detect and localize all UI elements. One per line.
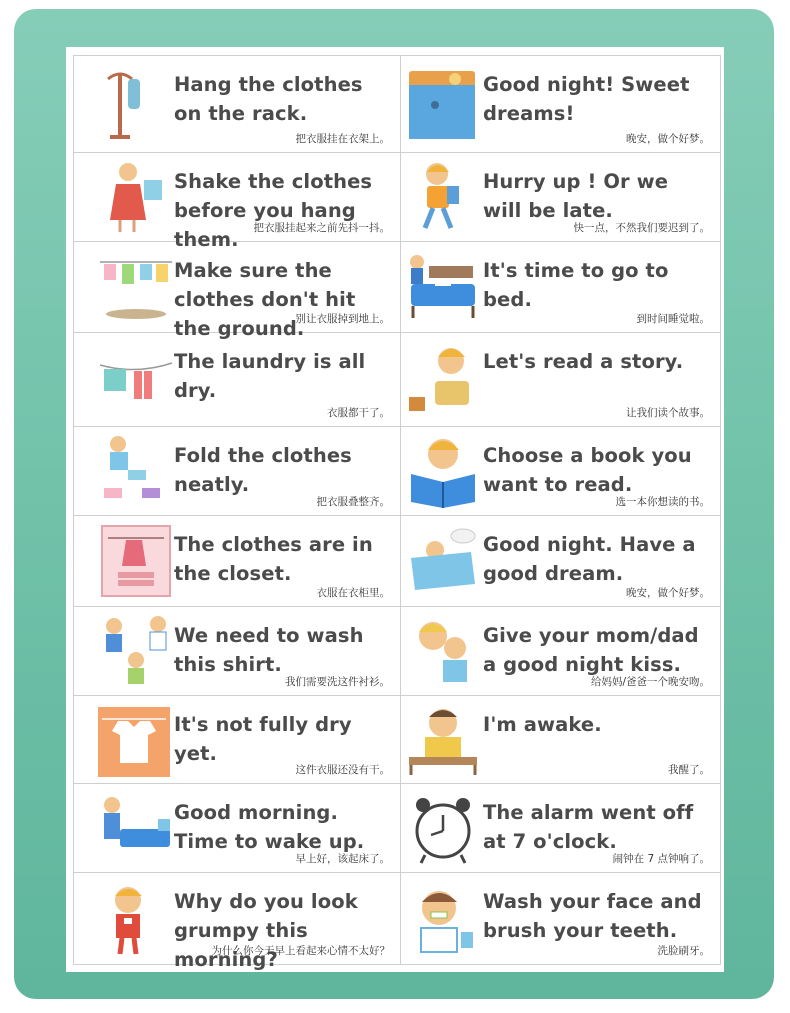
english-phrase: Good night. Have a good dream. <box>483 533 696 585</box>
chinese-translation: 我们需要洗这件衬衫。 <box>285 676 390 688</box>
chinese-translation: 洗脸刷牙。 <box>657 945 710 957</box>
chinese-translation: 选一本你想读的书。 <box>615 496 710 508</box>
chinese-translation: 让我们读个故事。 <box>626 407 710 419</box>
dry-laundry-icon <box>98 341 174 419</box>
phrase-card <box>401 873 720 964</box>
chinese-translation: 别让衣服掉到地上。 <box>295 313 390 325</box>
english-phrase: The laundry is all dry. <box>174 350 366 402</box>
english-phrase: Good morning. Time to wake up. <box>174 801 365 853</box>
coat-rack-icon <box>98 65 174 143</box>
phrase-card <box>401 242 720 333</box>
alarm-clock-icon <box>405 789 481 867</box>
wake-up-bed-icon <box>98 789 174 867</box>
phrase-card <box>74 242 401 340</box>
phrase-card <box>401 153 720 242</box>
english-phrase: Why do you look grumpy this morning? <box>174 890 358 971</box>
phrase-card <box>74 427 401 516</box>
english-phrase: Let's read a story. <box>483 350 684 373</box>
chinese-translation: 把衣服挂在衣架上。 <box>295 133 390 145</box>
sleeping-in-bed-icon <box>405 522 481 600</box>
phrase-card <box>401 427 720 516</box>
washing-shirt-icon <box>98 612 174 690</box>
phrase-card <box>74 873 401 971</box>
english-phrase: Shake the clothes before you hang them. <box>174 170 373 251</box>
english-phrase: Choose a book you want to read. <box>483 444 692 496</box>
chinese-translation: 我醒了。 <box>668 764 710 776</box>
english-phrase: The alarm went off at 7 o'clock. <box>483 801 694 853</box>
english-phrase: It's not fully dry yet. <box>174 713 352 765</box>
chinese-translation: 到时间睡觉啦。 <box>636 313 710 325</box>
english-phrase: The clothes are in the closet. <box>174 533 373 585</box>
phrase-card <box>74 153 401 251</box>
chinese-translation: 衣服都干了。 <box>327 407 390 419</box>
phrase-card <box>74 333 401 427</box>
chinese-translation: 为什么你今天早上看起来心情不太好？ <box>211 945 390 957</box>
closet-icon <box>98 522 174 600</box>
phrase-card <box>74 56 401 153</box>
phrase-card <box>401 56 720 153</box>
english-phrase: Hang the clothes on the rack. <box>174 73 363 125</box>
chinese-translation: 快一点，不然我们要迟到了。 <box>573 222 710 234</box>
chinese-translation: 早上好，该起床了。 <box>295 853 390 865</box>
chinese-translation: 给妈妈/爸爸一个晚安吻。 <box>590 676 710 688</box>
phrase-card <box>401 784 720 873</box>
english-phrase: I'm awake. <box>483 713 602 736</box>
folding-clothes-icon <box>98 432 174 510</box>
chinese-translation: 晚安，做个好梦。 <box>626 587 710 599</box>
english-phrase: Hurry up ! Or we will be late. <box>483 170 669 222</box>
waking-up-icon <box>405 701 481 779</box>
chinese-translation: 这件衣服还没有干。 <box>295 764 390 776</box>
chinese-translation: 把衣服挂起来之前先抖一抖。 <box>253 222 390 234</box>
chinese-translation: 把衣服叠整齐。 <box>316 496 390 508</box>
phrase-card <box>74 696 401 784</box>
english-phrase: Fold the clothes neatly. <box>174 444 352 496</box>
brushing-teeth-icon <box>405 880 481 958</box>
english-phrase: Give your mom/dad a good night kiss. <box>483 624 699 676</box>
running-boy-icon <box>405 158 481 236</box>
phrase-card <box>401 607 720 696</box>
good-night-kiss-icon <box>405 612 481 690</box>
english-phrase: It's time to go to bed. <box>483 259 669 311</box>
phrase-card-grid <box>73 55 721 971</box>
phrase-card <box>74 607 401 696</box>
phrase-card <box>401 333 720 427</box>
sleeping-child-icon <box>405 65 481 143</box>
clothesline-icon <box>98 248 174 326</box>
chinese-translation: 晚安，做个好梦。 <box>626 133 710 145</box>
english-phrase: We need to wash this shirt. <box>174 624 364 676</box>
grumpy-boy-icon <box>98 880 174 958</box>
girl-shaking-clothes-icon <box>98 158 174 236</box>
wet-shirt-icon <box>98 701 174 779</box>
phrase-card <box>74 516 401 607</box>
english-phrase: Good night! Sweet dreams! <box>483 73 690 125</box>
phrase-card <box>401 696 720 784</box>
english-phrase: Make sure the clothes don't hit the ground. <box>174 259 356 340</box>
chinese-translation: 衣服在衣柜里。 <box>316 587 390 599</box>
phrase-card <box>401 516 720 607</box>
reading-story-icon <box>405 341 481 419</box>
bed-icon <box>405 248 481 326</box>
english-phrase: Wash your face and brush your teeth. <box>483 890 702 942</box>
boy-reading-book-icon <box>405 432 481 510</box>
chinese-translation: 闹钟在 7 点钟响了。 <box>612 853 710 865</box>
phrase-card <box>74 784 401 873</box>
